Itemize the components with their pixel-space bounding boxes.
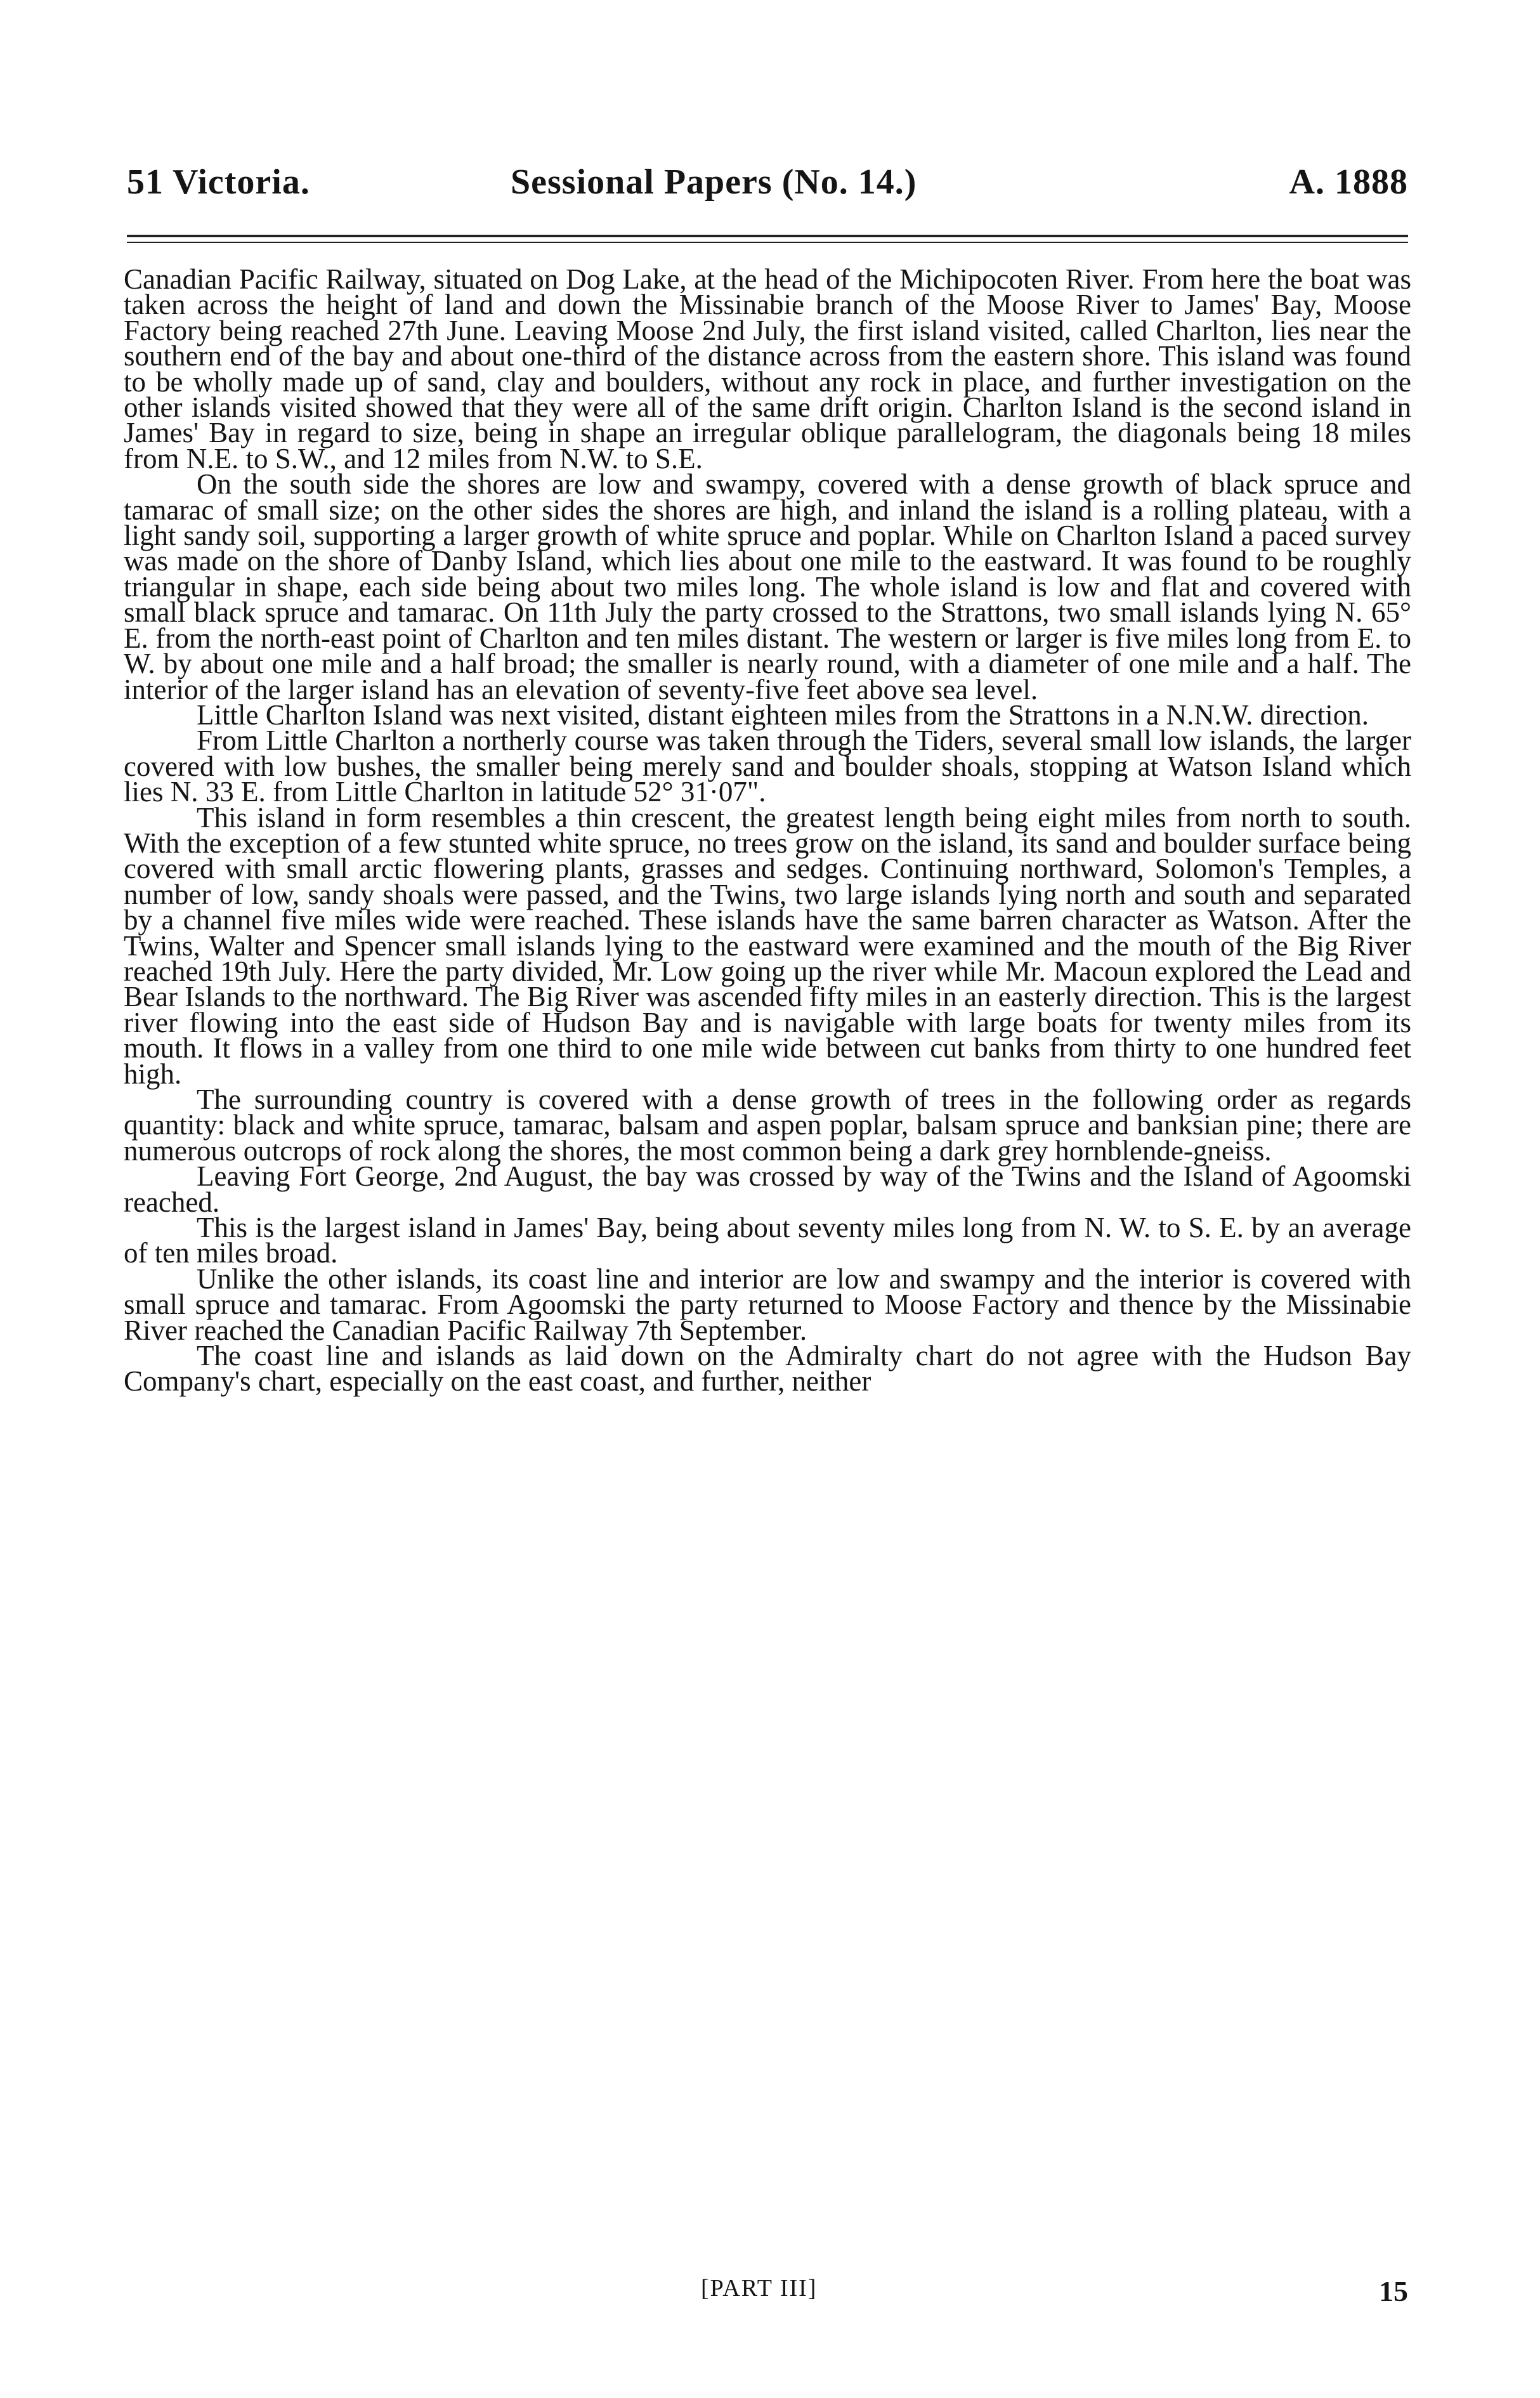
page-footer	[127, 2274, 1408, 2319]
publication-title: Sessional Papers (No. 14.)	[511, 162, 917, 202]
paragraph-3: Little Charlton Island was next visited, distant eighteen miles from the Strattons in a N.N.W. direction.	[197, 698, 1369, 731]
paragraph-5: This island in form resembles a thin crescent, the greatest length being eight miles from north to south. With the exception of a few stunted white spruce, no trees grow on the island, its sand and boulder surface being covered with small arctic flowering plants, grasses and sedges. Continuing northward, Solomon's Temples, a number of low, sandy shoals were passed, and the Twins, two large islands lying north and south and separated by a channel five miles wide were reached. These islands have the same barren character as Watson. After the Twins, Walter and Spencer small islands lying to the eastward were examined and the mouth of the Big River reached 19th July. Here the party divided, Mr. Low going up the river while Mr. Macoun explored the Lead and Bear Islands to the northward. The Big River was ascended fifty miles in an easterly direction. This is the largest river flowing into the east side of Hudson Bay and is navigable with large boats for twenty miles from its mouth. It flows in a valley from one third to one mile wide between cut banks from thirty to one hundred feet high.	[124, 801, 1411, 1090]
paragraph-6: The surrounding country is covered with a dense growth of trees in the following order as regards quantity: black and white spruce, tamarac, balsam and aspen poplar, balsam spruce and banksian pine; there are numerous outcrops of rock along the shores, the most common being a dark grey hornblende-gneiss.	[124, 1084, 1411, 1167]
part-label: [PART III]	[701, 2275, 818, 2302]
paragraph-7: Leaving Fort George, 2nd August, the bay was crossed by way of the Twins and the Island of Agoomski reached.	[124, 1160, 1411, 1218]
header-rule-thin	[127, 242, 1408, 243]
paragraph-2: On the south side the shores are low and swampy, covered with a dense growth of black spruce and tamarac of small size; on the other sides the shores are high, and inland the island is a rolling plateau, with a light sandy soil, supporting a larger growth of white spruce and poplar. While on Charlton Island a paced survey was made on the shore of Danby Island, which lies about one mile to the eastward. It was found to be roughly triangular in shape, each side being about two miles long. The whole island is low and flat and covered with small black spruce and tamarac. On 11th July the party crossed to the Strattons, two small islands lying N. 65° E. from the north-east point of Charlton and ten miles distant. The western or larger is five miles long from E. to W. by about one mile and a half broad; the smaller is nearly round, with a diameter of one mile and a half. The interior of the larger island has an elevation of seventy-five feet above sea level.	[124, 468, 1411, 705]
header-rule-thick	[127, 235, 1408, 237]
paragraph-8: This is the largest island in James' Bay, being about seventy miles long from N. W. to S. E. by an average of ten miles broad.	[124, 1212, 1411, 1269]
year-label: A. 1888	[1289, 162, 1408, 202]
paragraph-1: Canadian Pacific Railway, situated on Dog Lake, at the head of the Michipocoten River. From here the boat was taken across the height of land and down the Missinabie branch of the Moose River to James' Bay, Moose Factory being reached 27th June. Leaving Moose 2nd July, the first island visited, called Charlton, lies near the southern end of the bay and about one-third of the distance across from the eastern shore. This island was found to be wholly made up of sand, clay and boulders, without any rock in place, and further investigation on the other islands visited showed that they were all of the same drift origin. Charlton Island is the second island in James' Bay in regard to size, being in shape an irregular oblique parallelogram, the diagonals being 18 miles from N.E. to S.W., and 12 miles from N.W. to S.E.	[124, 263, 1411, 475]
paragraph-10: The coast line and islands as laid down on the Admiralty chart do not agree with the Hudson Bay Company's chart, especially on the east coast, and further, neither	[124, 1340, 1411, 1398]
paragraph-4: From Little Charlton a northerly course was taken through the Tiders, several small low islands, the larger covered with low bushes, the smaller being merely sand and boulder shoals, stopping at Watson Island which lies N. 33 E. from Little Charlton in latitude 52° 31·07".	[124, 724, 1411, 808]
running-header	[127, 162, 1408, 213]
paragraph-9: Unlike the other islands, its coast line and interior are low and swampy and the interior is covered with small spruce and tamarac. From Agoomski the party returned to Moose Factory and thence by the Missinabie River reached the Canadian Pacific Railway 7th September.	[124, 1262, 1411, 1346]
body-text	[124, 263, 1411, 1398]
volume-label: 51 Victoria.	[127, 162, 310, 202]
page-number: 15	[1379, 2275, 1408, 2307]
